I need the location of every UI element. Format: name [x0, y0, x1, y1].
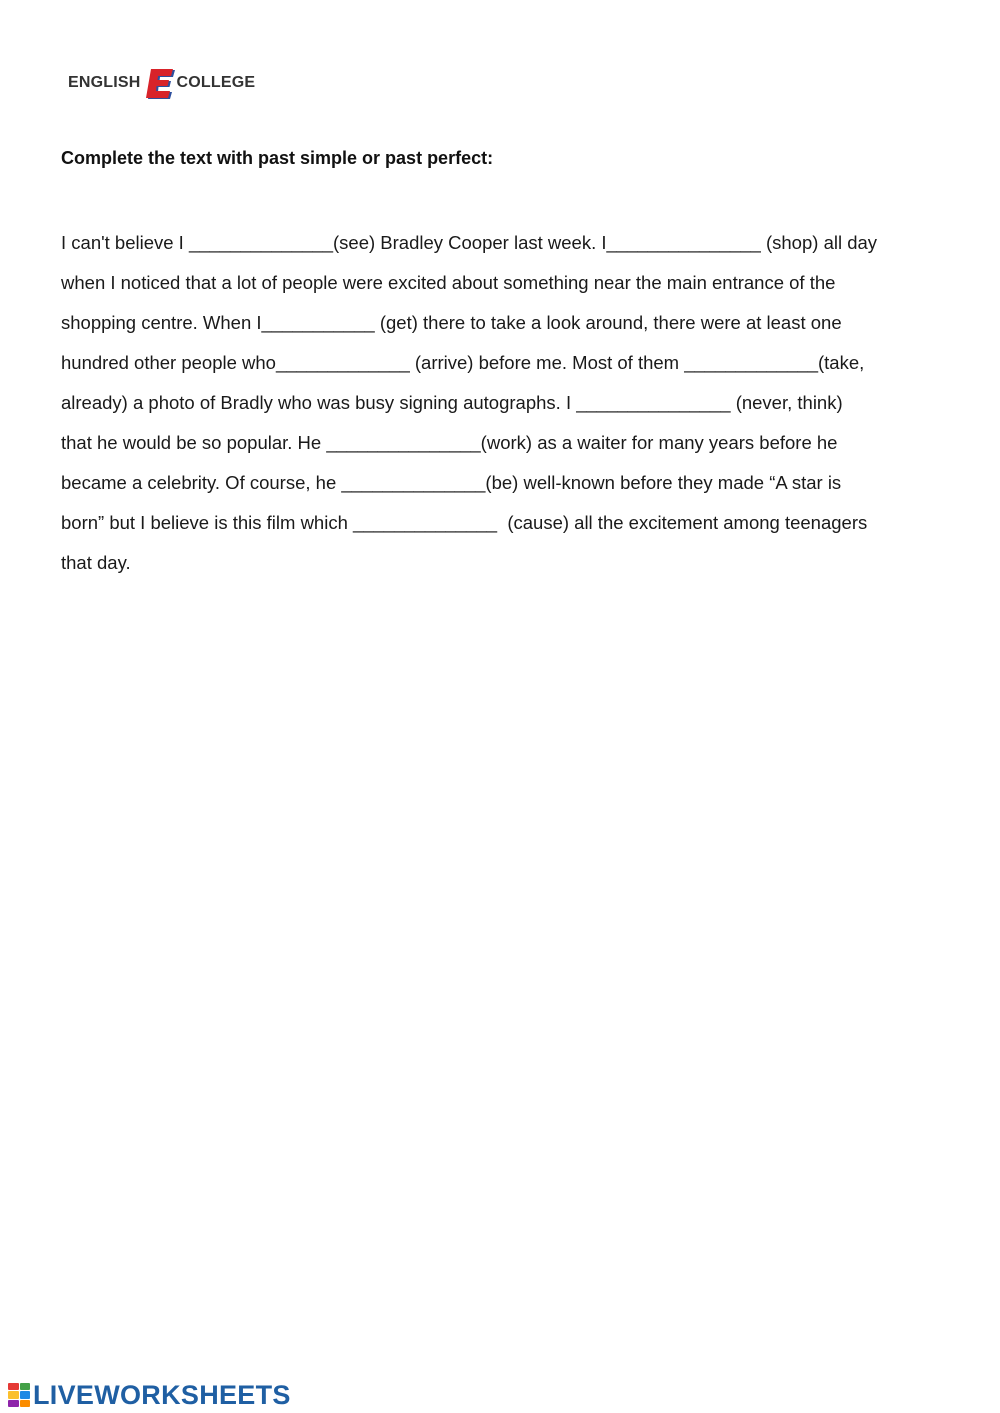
liveworksheets-footer — [8, 1380, 291, 1410]
passage-line: became a celebrity. Of course, he ______________(be) well-known before they made “A star is — [61, 472, 842, 493]
passage-line: hundred other people who_____________ (arrive) before me. Most of them _____________(take, — [61, 352, 865, 373]
passage-line: already) a photo of Bradly who was busy signing autographs. I _______________ (never, think) — [61, 392, 843, 413]
passage-line: born” but I believe is this film which ______________ (cause) all the excitement among teenagers — [61, 512, 868, 533]
liveworksheets-brand: LIVEWORKSHEETS — [33, 1379, 291, 1410]
logo-text-right: COLLEGE — [176, 74, 256, 91]
logo-e-mark-icon — [142, 66, 176, 100]
english-college-logo — [68, 66, 255, 100]
passage-line: shopping centre. When I___________ (get) there to take a look around, there were at least one — [61, 312, 842, 333]
passage-line: that he would be so popular. He _______________(work) as a waiter for many years before he — [61, 432, 838, 453]
exercise-instruction: Complete the text with past simple or past perfect: — [61, 148, 494, 168]
liveworksheets-grid-icon — [8, 1383, 30, 1407]
passage-line: that day. — [61, 552, 131, 573]
logo-text-left: ENGLISH — [68, 74, 141, 91]
passage-line: when I noticed that a lot of people were excited about something near the main entrance of the — [61, 272, 836, 293]
exercise-passage — [61, 223, 946, 583]
passage-line: I can't believe I ______________(see) Bradley Cooper last week. I_______________ (shop) all day — [61, 232, 878, 253]
